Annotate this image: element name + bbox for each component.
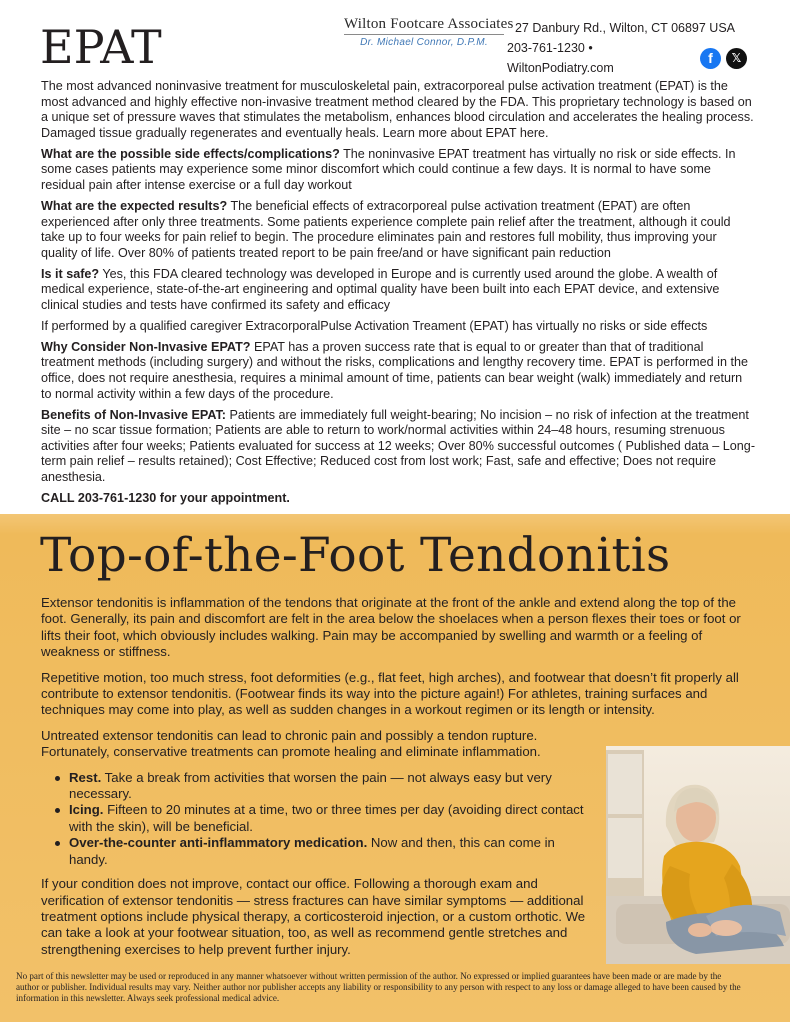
list-item-text: Now and then, this can come in handy.	[69, 835, 555, 867]
faq-answer: EPAT has a proven success rate that is equal to or greater than that of traditional treatment methods (including surgery) and without the risks, complications and lengthy recovery time. EPAT is performed in the office, does not require anesthesia, requires a minimal amount of time, patients can bear weight (walk) immediately and return to normal activity within a few days of the procedure.	[41, 339, 748, 401]
list-item-text: Fifteen to 20 minutes at a time, two or three times per day (avoiding direct contact with the skin), will be beneficial.	[69, 802, 584, 834]
call-to-action	[41, 491, 755, 507]
facebook-icon[interactable]: f	[700, 48, 721, 69]
faq-answer: Yes, this FDA cleared technology was developed in Europe and is currently used around the globe. A wealth of medical experience, state-of-the-art engineering and optimal quality have been built into each EPAT device, and extensive clinical studies and tests have confirmed its safety and efficacy	[41, 266, 720, 312]
list-item-text: Take a break from activities that worsen the pain — not always easy but very necessary.	[69, 769, 552, 802]
faq-question: What are the expected results?	[41, 198, 228, 213]
faq-answer: Patients are immediately full weight-bearing; No incision – no risk of infection at the treatment site – no scar tissue formation; Patients are able to return to work/normal activities within 24–48 hours, resuming strenuous activities after four weeks; Patients evaluated for success at 12 weeks; Over 80% successful outcomes ( Published data – Long-term pain relief – results retained); Cost Effective; Reduced cost from lost work; Fast, safe and effective; Does not require anesthesia.	[41, 407, 756, 484]
legal-disclaimer: No part of this newsletter may be used or reproduced in any manner whatsoever without written permission of the author. No expressed or implied guarantees have been made or are made by the author or publisher. Individual results may vary. Neither author nor publisher accepts any liability or responsibility to any person with respect to any loss or damage alleged to have been caused by the information in this newsletter. Always seek professional medical advice.	[16, 971, 741, 1003]
page-title: EPAT	[40, 20, 162, 74]
practice-logo[interactable]	[344, 16, 514, 56]
list-item-label: Rest.	[69, 769, 102, 785]
paragraph: Extensor tendonitis is inflammation of the tendons that originate at the front of the ankle and extend along the top of the foot. Generally, its pain and discomfort are felt in the area below the shoelaces when a person flexes their toes or foot or lifts their foot, which obviously includes walking. Pain may be accompanied by swelling and warmth or a feeling of weakness or stiffness.	[41, 595, 741, 660]
faq-answer: The beneficial effects of extracorporeal pulse activation treatment (EPAT) are often experienced after only three treatments. Some patients experience complete pain relief after the treatment, although it could take up to four weeks for pain relief to begin. The procedure eliminates pain and restores full mobility, thus improving your quality of life. Over 80% of patients treated report to be pain free/and or have significant pain reduction	[41, 198, 731, 260]
epat-intro: The most advanced noninvasive treatment for musculoskeletal pain, extracorporeal pulse activation treatment (EPAT) is the most advanced and highly effective non-invasive treatment method cleared by the FDA. This proprietary technology is based on a unique set of pressure waves that stimulates the metabolism, enhances blood circulation and accelerates the healing process. Damaged tissue gradually regenerates and eventually heals. Learn more about EPAT here.	[41, 79, 754, 140]
list-item	[41, 770, 588, 803]
paragraph: If your condition does not improve, contact our office. Following a thorough exam and verification of extensor tendonitis — stress fractures can have similar symptoms — additional treatment options include physical therapy, a corticosteroid injection, or a custom orthotic. We can take a look at your footwear situation, too, as well as recommend gentle stretches and strengthening exercises to help prevent further injury.	[41, 876, 586, 957]
faq-question: What are the possible side effects/complications?	[41, 146, 340, 161]
faq-question: Benefits of Non-Invasive EPAT:	[41, 407, 226, 422]
paragraph: Untreated extensor tendonitis can lead to chronic pain and possibly a tendon rupture. Fortunately, conservative treatments can promote healing and eliminate inflammation.	[41, 727, 541, 760]
x-twitter-icon[interactable]: 𝕏	[726, 48, 747, 69]
cta-text: CALL 203-761-1230 for your appointment.	[41, 490, 290, 505]
faq-expected-results	[41, 199, 755, 261]
woman-holding-foot-photo	[606, 746, 790, 964]
logo-practice-name: Wilton Footcare Associates	[344, 16, 504, 35]
faq-question: Why Consider Non-Invasive EPAT?	[41, 339, 251, 354]
list-item-label: Icing.	[69, 802, 104, 818]
address: 27 Danbury Rd., Wilton, CT 06897 USA	[514, 21, 735, 35]
faq-answer: The noninvasive EPAT treatment has virtually no risk or side effects. In some cases patients may experience some minor discomfort which could continue a few days. It is normal to have some residual pain after intense exercise or a full day workout	[41, 146, 736, 192]
safety-statement: If performed by a qualified caregiver ExtracorporalPulse Activation Treament (EPAT) has virtually no risks or side effects	[41, 318, 708, 333]
faq-is-it-safe	[41, 267, 755, 314]
list-item	[41, 835, 588, 868]
faq-benefits	[41, 408, 755, 486]
section-title: Top-of-the-Foot Tendonitis	[40, 528, 671, 583]
logo-doctor-name: Dr. Michael Connor, D.P.M.	[360, 37, 488, 48]
faq-side-effects	[41, 147, 755, 194]
paragraph: Repetitive motion, too much stress, foot deformities (e.g., flat feet, high arches), and footwear that doesn’t fit properly all contribute to extensor tendonitis. (Footwear finds its way into the picture again!) For athletes, training surfaces and techniques may come into play, as well as sudden changes in a workout regimen or its length or intensity.	[41, 669, 739, 718]
photo-illustration	[606, 746, 790, 964]
epat-body	[41, 79, 755, 512]
phone-website[interactable]: 203-761-1230 • WiltonPodiatry.com	[507, 41, 614, 75]
list-item	[41, 802, 588, 835]
list-item-label: Over-the-counter anti-inflammatory medication.	[69, 835, 368, 851]
faq-why-consider	[41, 340, 755, 402]
social-links	[700, 48, 747, 69]
treatment-list	[41, 770, 588, 868]
contact-block	[507, 18, 747, 78]
faq-question: Is it safe?	[41, 266, 100, 281]
